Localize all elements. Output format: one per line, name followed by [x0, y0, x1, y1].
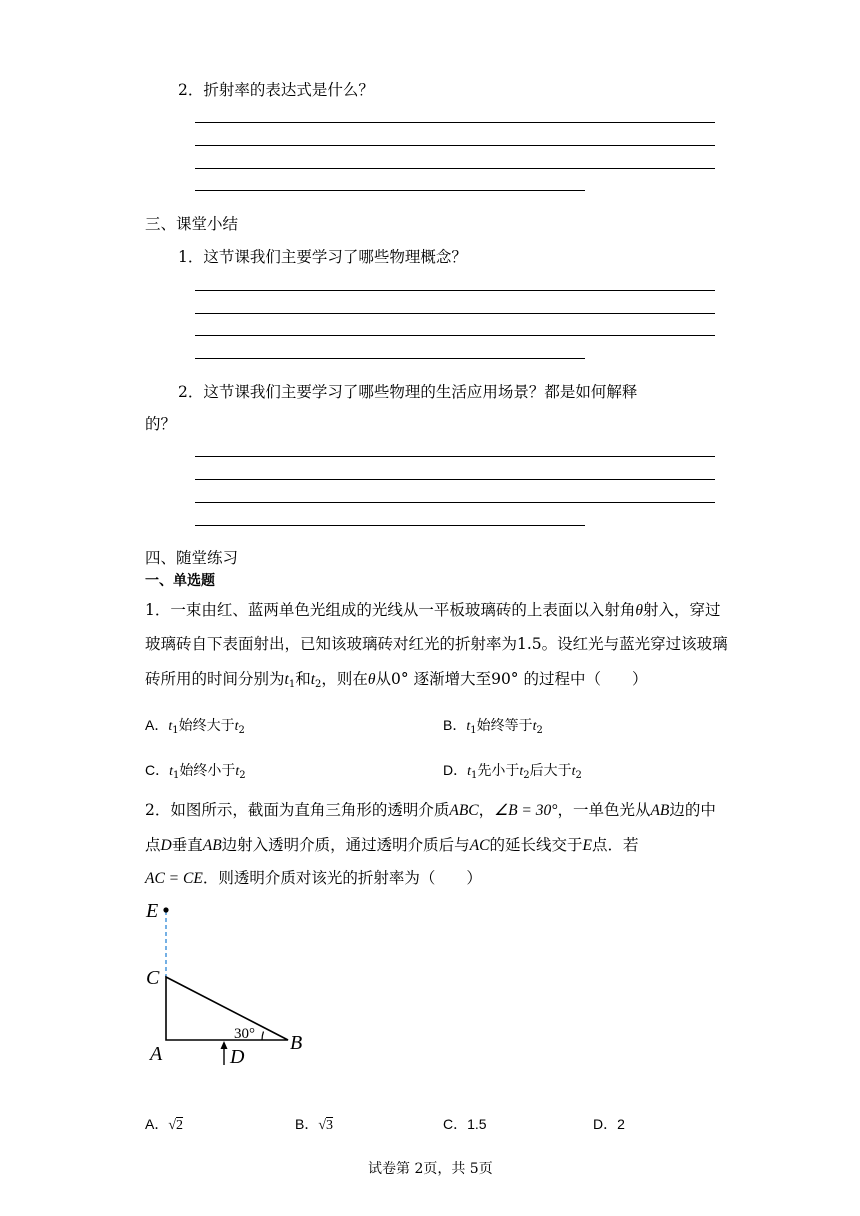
- option-a[interactable]: A．$t_1$始终大于$t_2$: [145, 717, 245, 736]
- label-b: B: [290, 1032, 303, 1054]
- answer-line: [195, 145, 715, 146]
- answer-line: [195, 502, 715, 503]
- label-d: D: [230, 1046, 245, 1068]
- answer-line: [195, 358, 585, 359]
- option-b[interactable]: B．√3: [295, 1116, 334, 1133]
- label-a: A: [150, 1043, 163, 1065]
- answer-line: [195, 122, 715, 123]
- answer-line: [195, 456, 715, 457]
- question-text: 2．折射率的表达式是什么？: [178, 81, 374, 99]
- label-angle: 30°: [234, 1026, 255, 1042]
- page-footer: 试卷第 2页，共 5页: [368, 1161, 493, 1177]
- part-title: 一、单选题: [145, 573, 215, 589]
- problem-1-line: 砖所用的时间分别为$t_1$和$t_2$，则在θ从0° 逐渐增大至90° 的过程中（ ）: [145, 670, 648, 690]
- problem-2-line: AC = CE．则透明介质对该光的折射率为（ ）: [145, 869, 482, 887]
- answer-line: [195, 290, 715, 291]
- option-c[interactable]: C．$t_1$始终小于$t_2$: [145, 762, 246, 781]
- option-b[interactable]: B．$t_1$始终等于$t_2$: [443, 717, 543, 736]
- label-e: E: [146, 900, 159, 922]
- answer-line: [195, 335, 715, 336]
- section-title: 四、随堂练习: [145, 549, 239, 567]
- question-text: 2．这节课我们主要学习了哪些物理的生活应用场景？都是如何解释: [178, 383, 638, 401]
- answer-line: [195, 313, 715, 314]
- answer-line: [195, 190, 585, 191]
- answer-line: [195, 525, 585, 526]
- problem-2-line: 点D垂直AB边射入透明介质，通过透明介质后与AC的延长线交于E点．若: [145, 836, 639, 854]
- problem-1-line: 1．一束由红、蓝两单色光组成的光线从一平板玻璃砖的上表面以入射角θ射入，穿过: [145, 601, 721, 619]
- question-text: 的？: [145, 415, 177, 433]
- label-c: C: [146, 967, 160, 989]
- question-text: 1．这节课我们主要学习了哪些物理概念？: [178, 248, 467, 266]
- answer-line: [195, 168, 715, 169]
- triangle: [166, 977, 288, 1040]
- section-title: 三、课堂小结: [145, 215, 239, 233]
- option-c[interactable]: C．1.5: [443, 1116, 487, 1132]
- ray-arrow: [221, 1041, 228, 1049]
- option-d[interactable]: D．2: [593, 1116, 625, 1132]
- answer-line: [195, 479, 715, 480]
- angle-arc: [262, 1032, 264, 1041]
- triangle-figure: [140, 895, 320, 1075]
- point-e: [163, 907, 168, 912]
- problem-2-line: 2．如图所示，截面为直角三角形的透明介质ABC，∠B = 30°，一单色光从AB边的中: [145, 801, 716, 819]
- option-d[interactable]: D．$t_1$先小于$t_2$后大于$t_2$: [443, 762, 582, 781]
- option-a[interactable]: A．√2: [145, 1116, 184, 1133]
- problem-1-line: 玻璃砖自下表面射出，已知该玻璃砖对红光的折射率为1.5。设红光与蓝光穿过该玻璃: [145, 635, 728, 653]
